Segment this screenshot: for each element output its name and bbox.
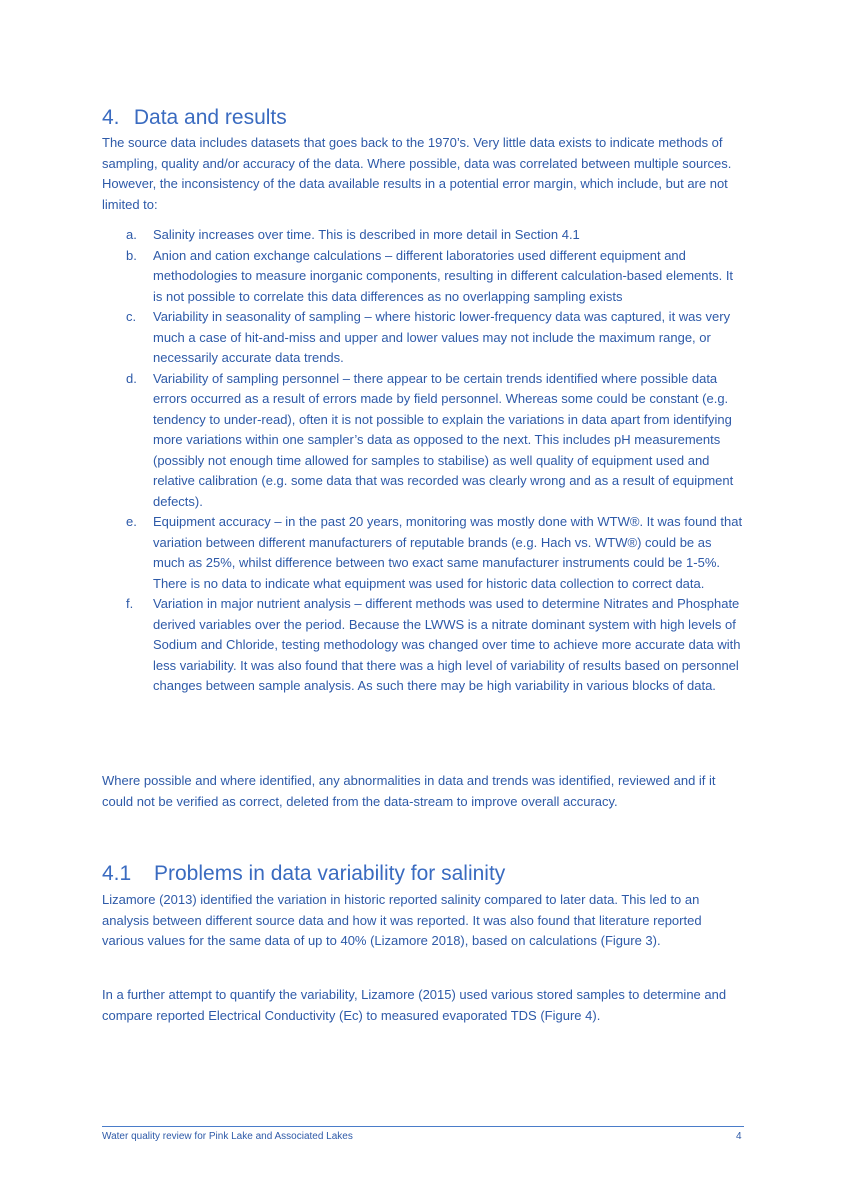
footer-title: Water quality review for Pink Lake and Associated Lakes bbox=[102, 1131, 353, 1142]
list-item-text: Variability of sampling personnel – there appear to be certain trends identified where possible data errors occurred as a result of errors made by field personnel. Whereas some could be constant (e.g. tendency to under-read), often it is not possible to explain the variations in data apart from identifying more variations within one sampler’s data as opposed to the next. This includes pH measurements (possibly not enough time allowed for samples to stabilise) as well quality of equipment used and relative calibration (e.g. some data that was recorded was clearly wrong and as a result of equipment defects). bbox=[153, 370, 734, 509]
list-marker: d. bbox=[126, 370, 137, 386]
subsection-number: 4.1 bbox=[102, 862, 132, 885]
list-item bbox=[102, 369, 744, 513]
page-number: 4 bbox=[736, 1131, 742, 1142]
list-marker: e. bbox=[126, 514, 137, 529]
list-item-text: Variability in seasonality of sampling – where historic lower-frequency data was captured, it was very much a case of hit-and-miss and upper and lower values may not include the maximum range, or necessarily accurate data trends. bbox=[153, 309, 731, 365]
section-number: 4. bbox=[102, 106, 120, 129]
subsection-paragraph-1: Lizamore (2013) identified the variation in historic reported salinity compared to later data. This led to an analysis between different source data and how it was reported. It was also found that literature reported various values for the same data of up to 40% (Lizamore 2018), based on calculations (Figure 3). bbox=[102, 892, 702, 948]
subsection-heading bbox=[102, 862, 505, 886]
section-intro: The source data includes datasets that goes back to the 1970’s. Very little data exists to indicate methods of sampling, quality and/or accuracy of the data. Where possible, data was correlated between multiple sources. However, the inconsistency of the data available results in a potential error margin, which include, but are not limited to: bbox=[102, 135, 732, 212]
error-margin-list bbox=[102, 225, 744, 697]
section-closing: Where possible and where identified, any abnormalities in data and trends was identified, reviewed and if it could not be verified as correct, deleted from the data-stream to improve overall accuracy. bbox=[102, 773, 716, 809]
list-item-text: Anion and cation exchange calculations – different laboratories used different equipment and methodologies to measure inorganic components, resulting in different calculation-based elements. It is not possible to correlate this data differences as no overlapping sampling exists bbox=[153, 247, 734, 304]
section-title: Data and results bbox=[133, 106, 287, 129]
list-item bbox=[102, 512, 744, 594]
list-item bbox=[102, 246, 744, 308]
list-item-text: Salinity increases over time. This is described in more detail in Section 4.1 bbox=[153, 227, 580, 242]
list-item-text: Equipment accuracy – in the past 20 years, monitoring was mostly done with WTW®. It was found that variation between different manufacturers of reputable brands (e.g. Hach vs. WTW®) could be as much as 25%, whilst difference between two exact same manufacturer instruments could be 1-5%. There is no data to indicate what equipment was used for historic data collection to correct data. bbox=[153, 514, 743, 591]
list-item bbox=[102, 225, 744, 246]
section-heading bbox=[102, 106, 287, 130]
list-marker: a. bbox=[126, 227, 137, 242]
list-item bbox=[102, 594, 744, 697]
list-marker: f. bbox=[126, 596, 134, 611]
list-marker: b. bbox=[126, 247, 137, 263]
subsection-title: Problems in data variability for salinity bbox=[154, 862, 506, 885]
footer-divider bbox=[102, 1126, 744, 1127]
list-item bbox=[102, 307, 744, 369]
list-marker: c. bbox=[126, 309, 137, 324]
subsection-paragraph-2: In a further attempt to quantify the variability, Lizamore (2015) used various stored samples to determine and compare reported Electrical Conductivity (Ec) to measured evaporated TDS (Figure 4). bbox=[102, 987, 727, 1023]
list-item-text: Variation in major nutrient analysis – different methods was used to determine Nitrates and Phosphate derived variables over the period. Because the LWWS is a nitrate dominant system with high levels of Sodium and Chloride, testing methodology was changed over time to achieve more accurate data with less variability. It was also found that there was a high level of variability of results based on personnel changes between sample analysis. As such there may be high variability in various blocks of data. bbox=[153, 596, 741, 693]
